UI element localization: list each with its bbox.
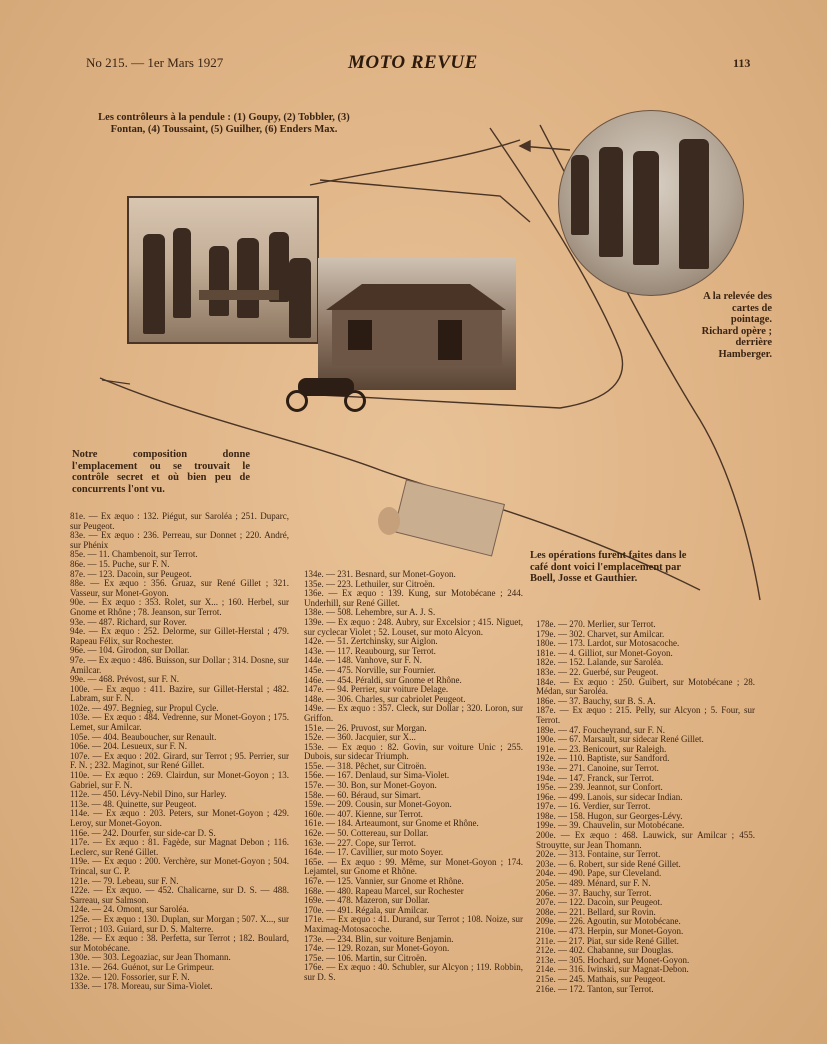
result-entry: 198e. — 158. Hugon, sur Georges-Lévy. <box>536 810 683 821</box>
result-entry: 105e. — 404. Beauboucher, sur Renault. <box>70 731 217 742</box>
result-entry: 88e. — Ex æquo : 356. Gruaz, sur René Gillet ; 321. Vasseur, sur Monet-Goyon. <box>70 578 289 598</box>
result-entry: 179e. — 302. Charvet, sur Amilcar. <box>536 628 665 639</box>
result-entry: 164e. — 17. Cavillier, sur moto Soyer. <box>304 847 444 858</box>
result-entry: 114e. — Ex æquo : 203. Peters, sur Monet-Goyon ; 429. Leroy, sur Monet-Goyon. <box>70 808 289 828</box>
result-entry: 161e. — 184. Arteaumont, sur Gnome et Rhône. <box>304 818 479 829</box>
result-entry: 173e. — 234. Blin, sur voiture Benjamin. <box>304 933 454 944</box>
result-entry: 144e. — 148. Vanhove, sur F. N. <box>304 655 422 666</box>
result-entry: 194e. — 147. Franck, sur Terrot. <box>536 772 654 783</box>
window <box>348 320 372 350</box>
figure <box>289 258 311 338</box>
photo-controllers <box>127 196 319 344</box>
figure <box>173 228 191 318</box>
result-entry: 181e. — 4. Gilliot, sur Monet-Goyon. <box>536 647 673 658</box>
arrow-head-upper <box>520 141 530 151</box>
portrait-illustration <box>378 507 400 535</box>
result-entry: 128e. — Ex æquo : 38. Perfetta, sur Terrot ; 182. Boulard, sur Motobécane. <box>70 933 289 953</box>
result-entry: 139e. — Ex æquo : 248. Aubry, sur Excelsior ; 415. Niguet, sur cyclecar Violet ; 52. Louset, sur moto Alcyon. <box>304 616 523 637</box>
result-entry: 135e. — 223. Lethuiler, sur Citroën. <box>304 578 435 589</box>
photo-sidecar <box>284 372 370 418</box>
result-entry: 149e. — Ex æquo : 357. Cleck, sur Dollar ; 320. Loron, sur Griffon. <box>304 703 523 723</box>
result-entry: 157e. — 30. Bon, sur Monet-Goyon. <box>304 780 437 791</box>
result-entry: 117e. — Ex æquo : 81. Fagède, sur Magnat Debon ; 116. Leclerc, sur René Gillet. <box>70 837 289 857</box>
result-entry: 199e. — 39. Chauvelin, sur Motobécane. <box>536 820 685 831</box>
result-entry: 86e. — 15. Puche, sur F. N. <box>70 558 170 569</box>
result-entry: 99e. — 468. Prévost, sur F. N. <box>70 674 180 685</box>
result-entry: 94e. — Ex æquo : 252. Delorme, sur Gillet-Herstal ; 479. Rapeau Félix, sur Rochester. <box>70 626 289 646</box>
result-entry: 153e. — Ex æquo : 82. Govin, sur voiture Unic ; 255. Dubois, sur sidecar Triumph. <box>304 741 523 762</box>
result-entry: 138e. — 508. Lehembre, sur A. J. S. <box>304 607 436 618</box>
figure <box>679 139 709 269</box>
result-entry: 96e. — 104. Girodon, sur Dollar. <box>70 645 190 656</box>
caption-card-reading: A la relevée des cartes de pointage. Richard opère ; derrière Hamberger. <box>701 291 772 360</box>
result-entry: 178e. — 270. Merlier, sur Terrot. <box>536 619 656 629</box>
result-entry: 124e. — 24. Omont, sur Saroléa. <box>70 904 189 915</box>
result-entry: 170e. — 491. Régala, sur Amilcar. <box>304 904 429 915</box>
result-entry: 147e. — 94. Perrier, sur voiture Delage. <box>304 684 449 695</box>
figure <box>143 234 165 334</box>
result-entry: 112e. — 450. Lévy-Nebil Dino, sur Harley. <box>70 789 227 800</box>
result-entry: 171e. — Ex æquo : 41. Durand, sur Terrot ; 108. Noize, sur Maximag-Motosacoche. <box>304 914 523 934</box>
result-entry: 213e. — 305. Hochard, sur Monet-Goyon. <box>536 954 690 965</box>
result-entry: 116e. — 242. Dourfer, sur side-car D. S. <box>70 827 216 838</box>
result-entry: 145e. — 475. Norville, sur Fournier. <box>304 664 436 675</box>
result-entry: 167e. — 125. Vannier, sur Gnome et Rhône. <box>304 876 464 886</box>
result-entry: 146e. — 454. Péraldi, sur Gnome et Rhône. <box>304 674 462 685</box>
caption-cafe: Les opérations furent faites dans le café dont voici l'emplacement par Boell, Josse et Gauthier. <box>530 550 687 584</box>
figure <box>237 238 259 318</box>
result-entry: 175e. — 106. Martin, sur Citroën. <box>304 952 427 963</box>
result-entry: 176e. — Ex æquo : 40. Schubler, sur Alcyon ; 119. Robbin, sur D. S. <box>304 962 523 982</box>
result-entry: 193e. — 271. Canoine, sur Terrot. <box>536 762 659 773</box>
result-entry: 203e. — 6. Robert, sur side René Gillet. <box>536 858 681 869</box>
result-entry: 106e. — 204. Lesueux, sur F. N. <box>70 741 188 752</box>
result-entry: 216e. — 172. Tanton, sur Terrot. <box>536 983 654 994</box>
result-entry: 142e. — 51. Zertchinsky, sur Aiglon. <box>304 636 438 647</box>
result-entry: 189e. — 47. Foucheyrand, sur F. N. <box>536 724 666 735</box>
result-entry: 158e. — 60. Béraud, sur Simart. <box>304 789 421 800</box>
result-entry: 207e. — 122. Dacoin, sur Peugeot. <box>536 897 663 908</box>
result-entry: 211e. — 217. Piat, sur side René Gillet. <box>536 935 679 946</box>
issue-date: No 215. — 1er Mars 1927 <box>86 55 224 70</box>
result-entry: 190e. — 67. Marsault, sur sidecar René Gillet. <box>536 734 704 745</box>
result-entry: 83e. — Ex æquo : 236. Perreau, sur Donnet ; 220. André, sur Phénix <box>70 530 289 550</box>
result-entry: 152e. — 360. Jacquier, sur X... <box>304 732 416 743</box>
figure <box>633 151 659 265</box>
result-entry: 197e. — 16. Verdier, sur Terrot. <box>536 801 651 812</box>
result-entry: 165e. — Ex æquo : 99. Même, sur Monet-Goyon ; 174. Lejamtel, sur Gnome et Rhône. <box>304 856 523 877</box>
result-entry: 113e. — 48. Quinette, sur Peugeot. <box>70 798 197 809</box>
caption-composition: Notre composition donne l'emplacement ou se trouvait le contrôle secret et où bien peu de concurrents l'ont vu. <box>72 449 250 495</box>
result-entry: 119e. — Ex æquo : 200. Verchère, sur Monet-Goyon ; 504. Trincal, sur C. P. <box>70 856 289 876</box>
result-entry: 169e. — 478. Mazeron, sur Dollar. <box>304 895 430 906</box>
result-entry: 214e. — 316. Iwinski, sur Magnat-Debon. <box>536 964 689 975</box>
result-entry: 131e. — 264. Guénot, sur Le Grimpeur. <box>70 961 214 972</box>
result-entry: 85e. — 11. Chambenoit, sur Terrot. <box>70 549 198 560</box>
result-entry: 202e. — 313. Fontaine, sur Terrot. <box>536 849 661 860</box>
sidecar-body <box>298 378 354 396</box>
result-entry: 125e. — Ex æquo : 130. Duplan, sur Morgan ; 507. X..., sur Terrot ; 103. Guiard, sur D. S. Malterre. <box>70 913 289 934</box>
result-entry: 136e. — Ex æquo : 139. Kung, sur Motobécane ; 244. Underhill, sur René Gillet. <box>304 588 523 608</box>
result-entry: 187e. — Ex æquo : 215. Pelly, sur Alcyon ; 5. Four, sur Terrot. <box>536 705 755 725</box>
road-line-upper <box>310 140 520 185</box>
results-column-1 <box>70 512 289 992</box>
result-entry: 196e. — 499. Lanois, sur sidecar Indian. <box>536 791 683 802</box>
door <box>438 320 462 360</box>
result-entry: 191e. — 23. Benicourt, sur Raleigh. <box>536 743 667 754</box>
result-entry: 100e. — Ex æquo : 411. Bazire, sur Gillet-Herstal ; 482. Labram, sur F. N. <box>70 683 289 704</box>
figure <box>571 155 589 235</box>
result-entry: 93e. — 487. Richard, sur Rover. <box>70 616 187 627</box>
result-entry: 215e. — 245. Mathais, sur Peugeot. <box>536 973 666 984</box>
result-entry: 87e. — 123. Dacoin, sur Peugeot. <box>70 568 192 579</box>
results-column-2 <box>304 570 523 983</box>
result-entry: 162e. — 50. Cottereau, sur Dollar. <box>304 828 429 839</box>
result-entry: 81e. — Ex æquo : 132. Piégut, sur Saroléa ; 251. Duparc, sur Peugeot. <box>70 511 289 531</box>
result-entry: 183e. — 22. Guerbé, sur Peugeot. <box>536 666 659 677</box>
result-entry: 195e. — 239. Jeannot, sur Confort. <box>536 782 663 793</box>
result-entry: 160e. — 407. Kienne, sur Terrot. <box>304 808 423 819</box>
result-entry: 121e. — 79. Lebeau, sur F. N. <box>70 875 179 886</box>
result-entry: 156e. — 167. Denlaud, sur Sima-Violet. <box>304 770 450 781</box>
page-number: 113 <box>733 56 751 70</box>
result-entry: 134e. — 231. Besnard, sur Monet-Goyon. <box>304 569 456 579</box>
result-entry: 159e. — 209. Cousin, sur Monet-Goyon. <box>304 799 452 810</box>
result-entry: 180e. — 173. Lardot, sur Motosacoche. <box>536 638 680 649</box>
result-entry: 122e. — Ex æquo. — 452. Chalicarne, sur D. S. — 488. Sarreau, sur Salmson. <box>70 885 289 905</box>
result-entry: 209e. — 226. Agoutin, sur Motobécane. <box>536 916 681 927</box>
result-entry: 155e. — 318. Pêchet, sur Citroën. <box>304 760 427 771</box>
result-entry: 186e. — 37. Bauchy, sur B. S. A. <box>536 695 656 706</box>
road-edge-top <box>320 180 530 222</box>
result-entry: 143e. — 117. Reaubourg, sur Terrot. <box>304 645 436 656</box>
map-arrow-left <box>102 380 130 384</box>
result-entry: 192e. — 110. Baptiste, sur Sandford. <box>536 753 670 764</box>
result-entry: 184e. — Ex æquo : 250. Guibert, sur Motobécane ; 28. Médan, sur Saroléa. <box>536 676 755 697</box>
result-entry: 102e. — 497. Begnieg, sur Propul Cycle. <box>70 702 219 713</box>
result-entry: 205e. — 489. Ménard, sur F. N. <box>536 878 651 889</box>
result-entry: 130e. — 303. Legoaziac, sur Jean Thomann. <box>70 952 231 963</box>
result-entry: 103e. — Ex æquo : 484. Vedrenne, sur Monet-Goyon ; 175. Lemet, sur Amilcar. <box>70 712 289 733</box>
result-entry: 107e. — Ex æquo : 202. Girard, sur Terrot ; 95. Perrier, sur F. N. ; 232. Maginot, sur René Gillet. <box>70 750 289 771</box>
roof <box>326 284 506 310</box>
result-entry: 200e. — Ex æquo : 468. Lauwick, sur Amilcar ; 455. Strouytte, sur Jean Thomann. <box>536 830 755 850</box>
result-entry: 174e. — 129. Rozan, sur Monet-Goyon. <box>304 943 450 954</box>
result-entry: 206e. — 37. Bauchy, sur Terrot. <box>536 887 652 898</box>
result-entry: 210e. — 473. Herpin, sur Monet-Goyon. <box>536 926 684 936</box>
results-column-3 <box>536 620 755 994</box>
table <box>199 290 279 300</box>
result-entry: 168e. — 480. Rapeau Marcel, sur Rochester <box>304 885 464 896</box>
result-entry: 90e. — Ex æquo : 353. Rolet, sur X... ; 160. Herbel, sur Gnome et Rhône ; 78. Jeanson, sur Terrot. <box>70 597 289 617</box>
result-entry: 133e. — 178. Moreau, sur Sima-Violet. <box>70 981 213 992</box>
caption-controllers: Les contrôleurs à la pendule : (1) Goupy, (2) Tobbler, (3) Fontan, (4) Toussaint, (5) Guilher, (6) Enders Max. <box>98 112 350 135</box>
result-entry: 163e. — 227. Cope, sur Terrot. <box>304 837 416 848</box>
magazine-logo: MOTO REVUE <box>348 52 478 73</box>
figure <box>209 246 229 316</box>
result-entry: 151e. — 26. Pruvost, sur Morgan. <box>304 722 427 733</box>
result-entry: 148e. — 306. Charles, sur cabriolet Peugeot. <box>304 693 466 704</box>
result-entry: 208e. — 221. Bellard, sur Rovin. <box>536 906 656 917</box>
result-entry: 212e. — 402. Chabanne, sur Douglas. <box>536 945 674 956</box>
result-entry: 132e. — 120. Fossorier, sur F. N. <box>70 971 190 982</box>
figure <box>599 147 623 257</box>
photo-card-reading <box>558 110 744 296</box>
result-entry: 97e. — Ex æquo : 486. Buisson, sur Dollar ; 314. Dosne, sur Amilcar. <box>70 654 289 675</box>
result-entry: 204e. — 490. Pape, sur Cleveland. <box>536 868 662 879</box>
photo-cafe-building <box>318 258 516 390</box>
result-entry: 110e. — Ex æquo : 269. Clairdun, sur Monet-Goyon ; 13. Gabriel, sur F. N. <box>70 770 289 790</box>
result-entry: 182e. — 152. Lalande, sur Saroléa. <box>536 657 664 668</box>
